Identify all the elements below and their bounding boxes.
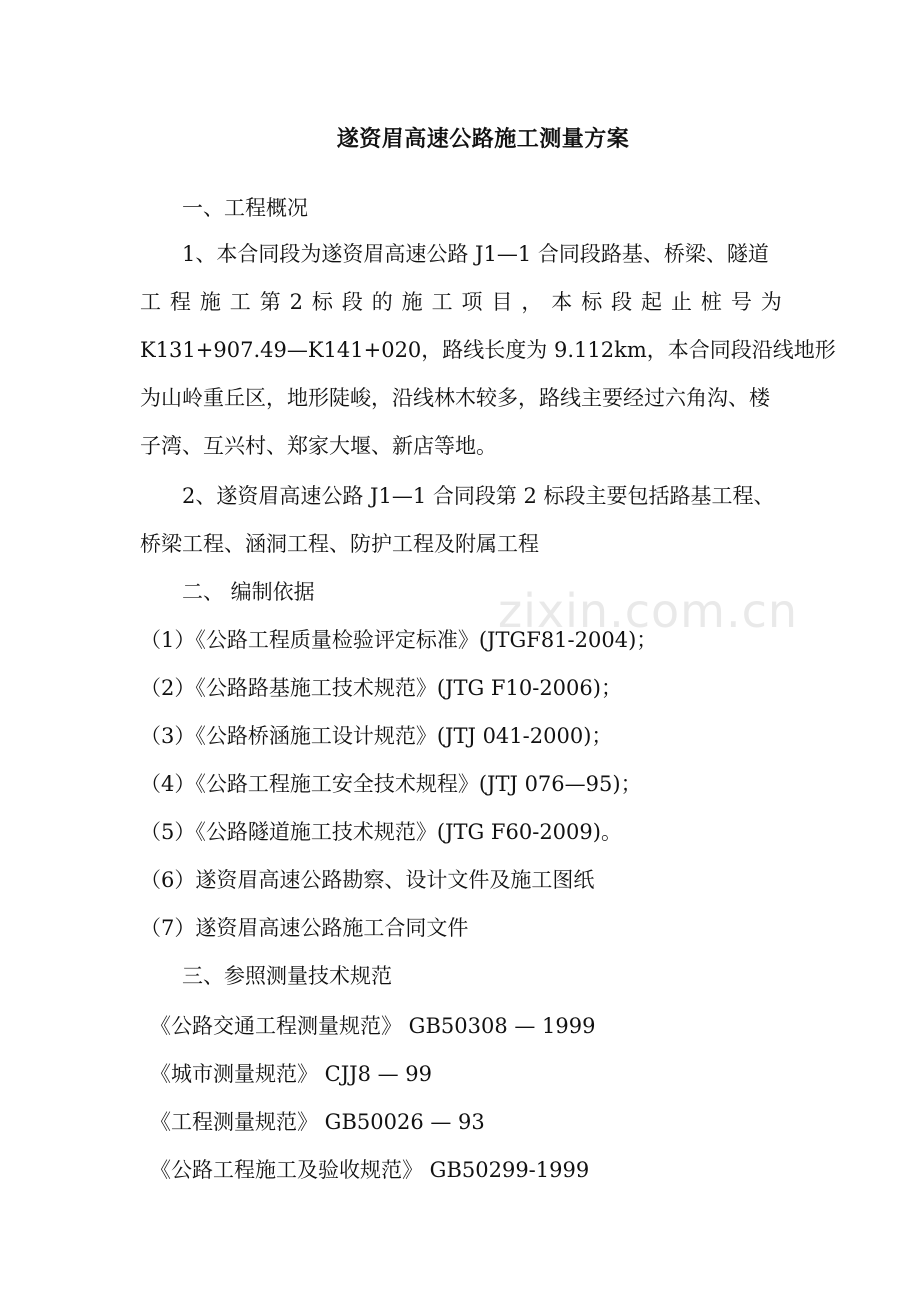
justified-glyph: 起 bbox=[641, 290, 663, 314]
reference-item: 《公路交通工程测量规范》 GB50308 — 1999 bbox=[150, 1014, 596, 1038]
paragraph-line: K131+907.49—K141+020，路线长度为 9.112km，本合同段沿线地形 bbox=[140, 338, 836, 362]
justified-glyph: 止 bbox=[670, 290, 692, 314]
basis-item: （2）《公路路基施工技术规范》(JTG F10-2006)； bbox=[140, 676, 622, 700]
reference-item: 《公路工程施工及验收规范》 GB50299-1999 bbox=[150, 1158, 590, 1182]
paragraph-line: 1、本合同段为遂资眉高速公路 J1—1 合同段路基、桥梁、隧道 bbox=[182, 242, 769, 266]
reference-item: 《工程测量规范》 GB50026 — 93 bbox=[150, 1110, 485, 1134]
paragraph-project-scope bbox=[140, 230, 836, 470]
justified-glyph: 工 bbox=[140, 290, 161, 314]
basis-item: （7）遂资眉高速公路施工合同文件 bbox=[140, 916, 469, 940]
reference-item: 《城市测量规范》 CJJ8 — 99 bbox=[150, 1062, 433, 1086]
justified-glyph: 号 bbox=[730, 290, 752, 314]
watermark-text: zixin.com.cn bbox=[498, 584, 799, 638]
justified-glyph: 施 bbox=[199, 290, 221, 314]
justified-glyph: 项 bbox=[461, 290, 483, 314]
justified-glyph: 的 bbox=[371, 290, 393, 314]
justified-glyph: 本 bbox=[551, 290, 573, 314]
basis-item: （4）《公路工程施工安全技术规程》(JTJ 076—95)； bbox=[140, 772, 642, 796]
paragraph-work-items bbox=[140, 472, 782, 568]
justified-glyph: 2 bbox=[289, 290, 303, 314]
basis-item: （6）遂资眉高速公路勘察、设计文件及施工图纸 bbox=[140, 868, 595, 892]
basis-item: （1）《公路工程质量检验评定标准》(JTGF81-2004)； bbox=[140, 628, 658, 652]
basis-item: （3）《公路桥涵施工设计规范》(JTJ 041-2000)； bbox=[140, 724, 613, 748]
justified-glyph: 标 bbox=[311, 290, 333, 314]
justified-glyph: 桩 bbox=[700, 290, 722, 314]
justified-glyph: 施 bbox=[401, 290, 423, 314]
justified-glyph: 目 bbox=[491, 290, 513, 314]
paragraph-line: 为山岭重丘区，地形陡峻，沿线林木较多，路线主要经过六角沟、楼 bbox=[140, 386, 770, 410]
document-title: 遂资眉高速公路施工测量方案 bbox=[336, 126, 630, 152]
paragraph-line-justified bbox=[140, 278, 782, 326]
paragraph-line: 桥梁工程、涵洞工程、防护工程及附属工程 bbox=[140, 532, 539, 556]
basis-item: （5）《公路隧道施工技术规范》(JTG F60-2009)。 bbox=[140, 820, 622, 844]
justified-glyph: ， bbox=[521, 290, 543, 314]
section-heading-references: 三、参照测量技术规范 bbox=[182, 964, 392, 988]
justified-glyph: 段 bbox=[341, 290, 363, 314]
justified-glyph: 第 bbox=[259, 290, 281, 314]
justified-glyph: 段 bbox=[611, 290, 633, 314]
justified-glyph: 为 bbox=[760, 290, 782, 314]
section-heading-overview: 一、工程概况 bbox=[182, 196, 308, 220]
paragraph-line: 子湾、互兴村、郑家大堰、新店等地。 bbox=[140, 434, 497, 458]
justified-glyph: 标 bbox=[581, 290, 603, 314]
section-heading-basis: 二、 编制依据 bbox=[182, 580, 315, 604]
paragraph-line: 2、遂资眉高速公路 J1—1 合同段第 2 标段主要包括路基工程、 bbox=[182, 484, 775, 508]
justified-glyph: 程 bbox=[169, 290, 191, 314]
justified-glyph: 工 bbox=[229, 290, 251, 314]
justified-glyph: 工 bbox=[431, 290, 453, 314]
